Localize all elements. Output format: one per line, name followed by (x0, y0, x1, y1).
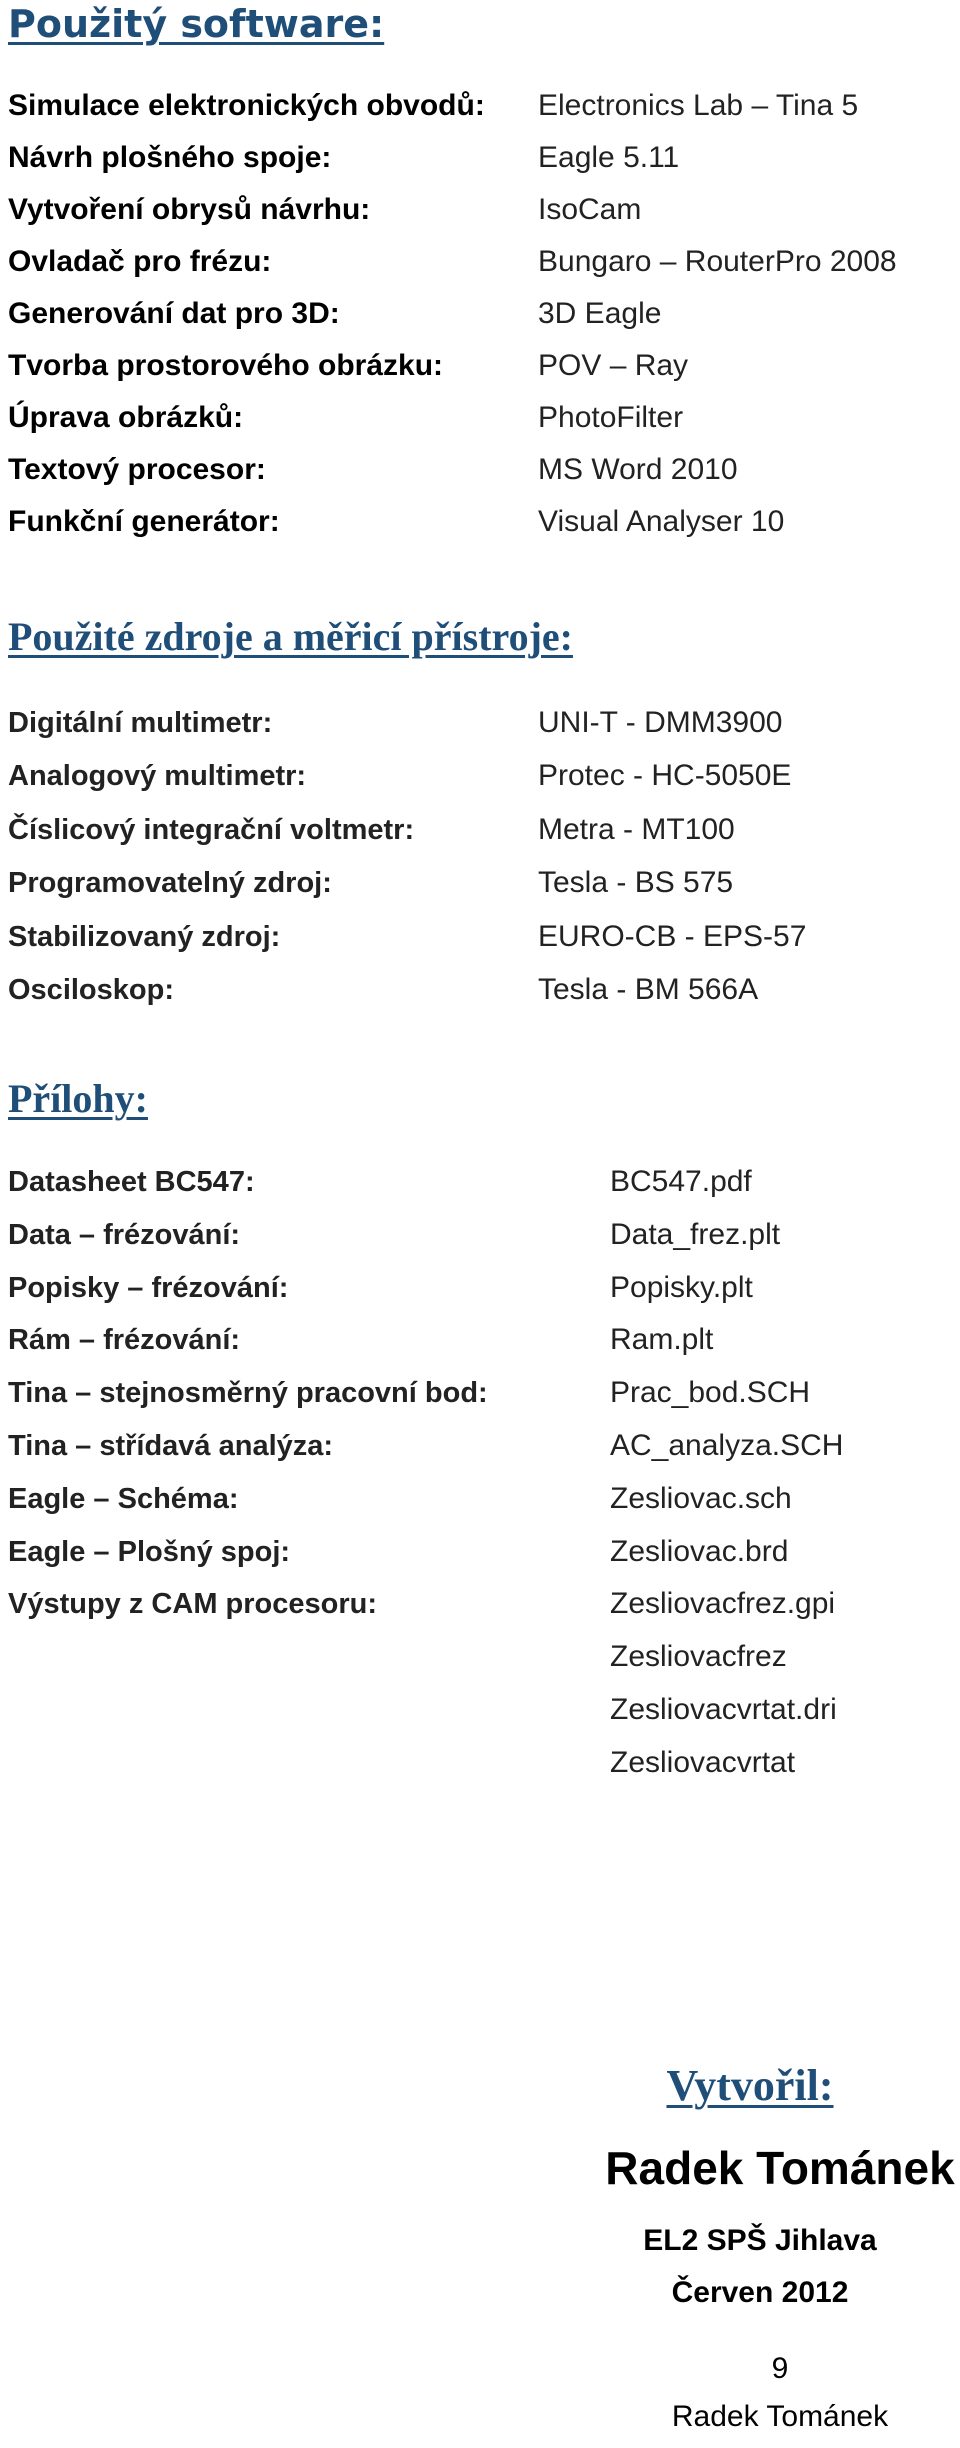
row-value: Visual Analyser 10 (538, 505, 785, 538)
row-label: Popisky – frézování: (8, 1271, 289, 1304)
row-value: Zesliovacfrez.gpi (610, 1587, 836, 1621)
row-label: Data – frézování: (8, 1218, 241, 1251)
row-label: Rám – frézování: (8, 1324, 241, 1357)
list-item (8, 697, 960, 750)
row-label: Generování dat pro 3D: (8, 297, 340, 330)
row-value: Eagle 5.11 (538, 141, 680, 174)
list-item (8, 1314, 960, 1367)
list-item (8, 496, 960, 548)
row-label: Eagle – Schéma: (8, 1482, 239, 1515)
list-item (8, 1684, 960, 1737)
page-number: 9 (771, 2352, 789, 2385)
row-label: Číslicový integrační voltmetr: (8, 813, 415, 846)
row-value: BC547.pdf (610, 1165, 752, 1198)
list-item (8, 444, 960, 496)
heading-attachments: Přílohy: (8, 1076, 148, 1121)
row-value: Popisky.plt (610, 1270, 753, 1304)
heading-used-instruments: Použité zdroje a měřicí přístroje: (8, 614, 573, 659)
row-value: Zesliovacvrtat (610, 1745, 796, 1779)
list-item (8, 1209, 960, 1262)
list-item (8, 132, 960, 184)
list-item (8, 236, 960, 288)
row-label: Osciloskop: (8, 973, 174, 1006)
row-value: Zesliovac.sch (610, 1481, 792, 1515)
row-label: Vytvoření obrysů návrhu: (8, 193, 371, 226)
list-item (8, 1473, 960, 1526)
list-item (8, 1631, 960, 1684)
row-label: Digitální multimetr: (8, 707, 273, 739)
list-item (8, 1367, 960, 1420)
row-value: AC_analyza.SCH (610, 1428, 844, 1462)
list-item (8, 1420, 960, 1473)
row-value: EURO-CB - EPS-57 (538, 919, 807, 953)
row-value: Ram.plt (610, 1323, 714, 1357)
list-item (8, 804, 960, 857)
list-item (8, 80, 960, 132)
row-label: Simulace elektronických obvodů: (8, 89, 485, 122)
row-value: Tesla - BM 566A (538, 972, 759, 1006)
row-label: Textový procesor: (8, 453, 266, 486)
list-item (8, 750, 960, 803)
row-value: Zesliovacfrez (610, 1640, 787, 1674)
instruments-list (8, 697, 960, 1017)
row-value: PhotoFilter (538, 401, 684, 434)
list-item (8, 1156, 960, 1209)
row-label: Tvorba prostorového obrázku: (8, 349, 444, 382)
row-label: Ovladač pro frézu: (8, 245, 272, 278)
row-value: UNI-T - DMM3900 (538, 706, 783, 739)
list-item (8, 392, 960, 444)
row-value: Tesla - BS 575 (538, 866, 734, 900)
list-item (8, 911, 960, 964)
row-label: Datasheet BC547: (8, 1166, 255, 1198)
row-label: Funkční generátor: (8, 505, 280, 538)
row-label: Tina – stejnosměrný pracovní bod: (8, 1377, 488, 1410)
attachments-list (8, 1156, 960, 1790)
row-value: Bungaro – RouterPro 2008 (538, 245, 897, 278)
row-value: Prac_bod.SCH (610, 1376, 811, 1410)
row-value: Zesliovacvrtat.dri (610, 1692, 837, 1726)
row-value: IsoCam (538, 193, 642, 226)
row-value: 3D Eagle (538, 297, 662, 330)
document-date: Červen 2012 (671, 2276, 849, 2309)
author-name: Radek Tománek (605, 2142, 955, 2194)
row-label: Návrh plošného spoje: (8, 141, 332, 174)
row-label: Úprava obrázků: (8, 401, 244, 434)
row-label: Analogový multimetr: (8, 760, 307, 793)
list-item (8, 1526, 960, 1579)
row-value: Data_frez.plt (610, 1217, 781, 1251)
list-item (8, 288, 960, 340)
row-value: MS Word 2010 (538, 453, 738, 486)
list-item (8, 857, 960, 910)
heading-used-software: Použitý software: (8, 2, 385, 46)
list-item (8, 964, 960, 1017)
row-value: Protec - HC-5050E (538, 759, 792, 793)
list-item (8, 184, 960, 236)
list-item (8, 1578, 960, 1631)
row-value: POV – Ray (538, 349, 689, 382)
row-label: Eagle – Plošný spoj: (8, 1535, 291, 1568)
list-item (8, 340, 960, 392)
row-label: Stabilizovaný zdroj: (8, 920, 281, 953)
footer-author: Radek Tománek (671, 2400, 889, 2433)
row-label: Programovatelný zdroj: (8, 867, 332, 900)
list-item (8, 1737, 960, 1790)
row-label: Výstupy z CAM procesoru: (8, 1588, 377, 1621)
credits-heading: Vytvořil: (666, 2061, 834, 2110)
list-item (8, 1262, 960, 1315)
row-value: Electronics Lab – Tina 5 (538, 89, 859, 122)
row-label: Tina – střídavá analýza: (8, 1429, 334, 1462)
author-school: EL2 SPŠ Jihlava (643, 2224, 877, 2257)
row-value: Zesliovac.brd (610, 1534, 789, 1568)
row-value: Metra - MT100 (538, 812, 735, 846)
software-list (8, 80, 960, 548)
